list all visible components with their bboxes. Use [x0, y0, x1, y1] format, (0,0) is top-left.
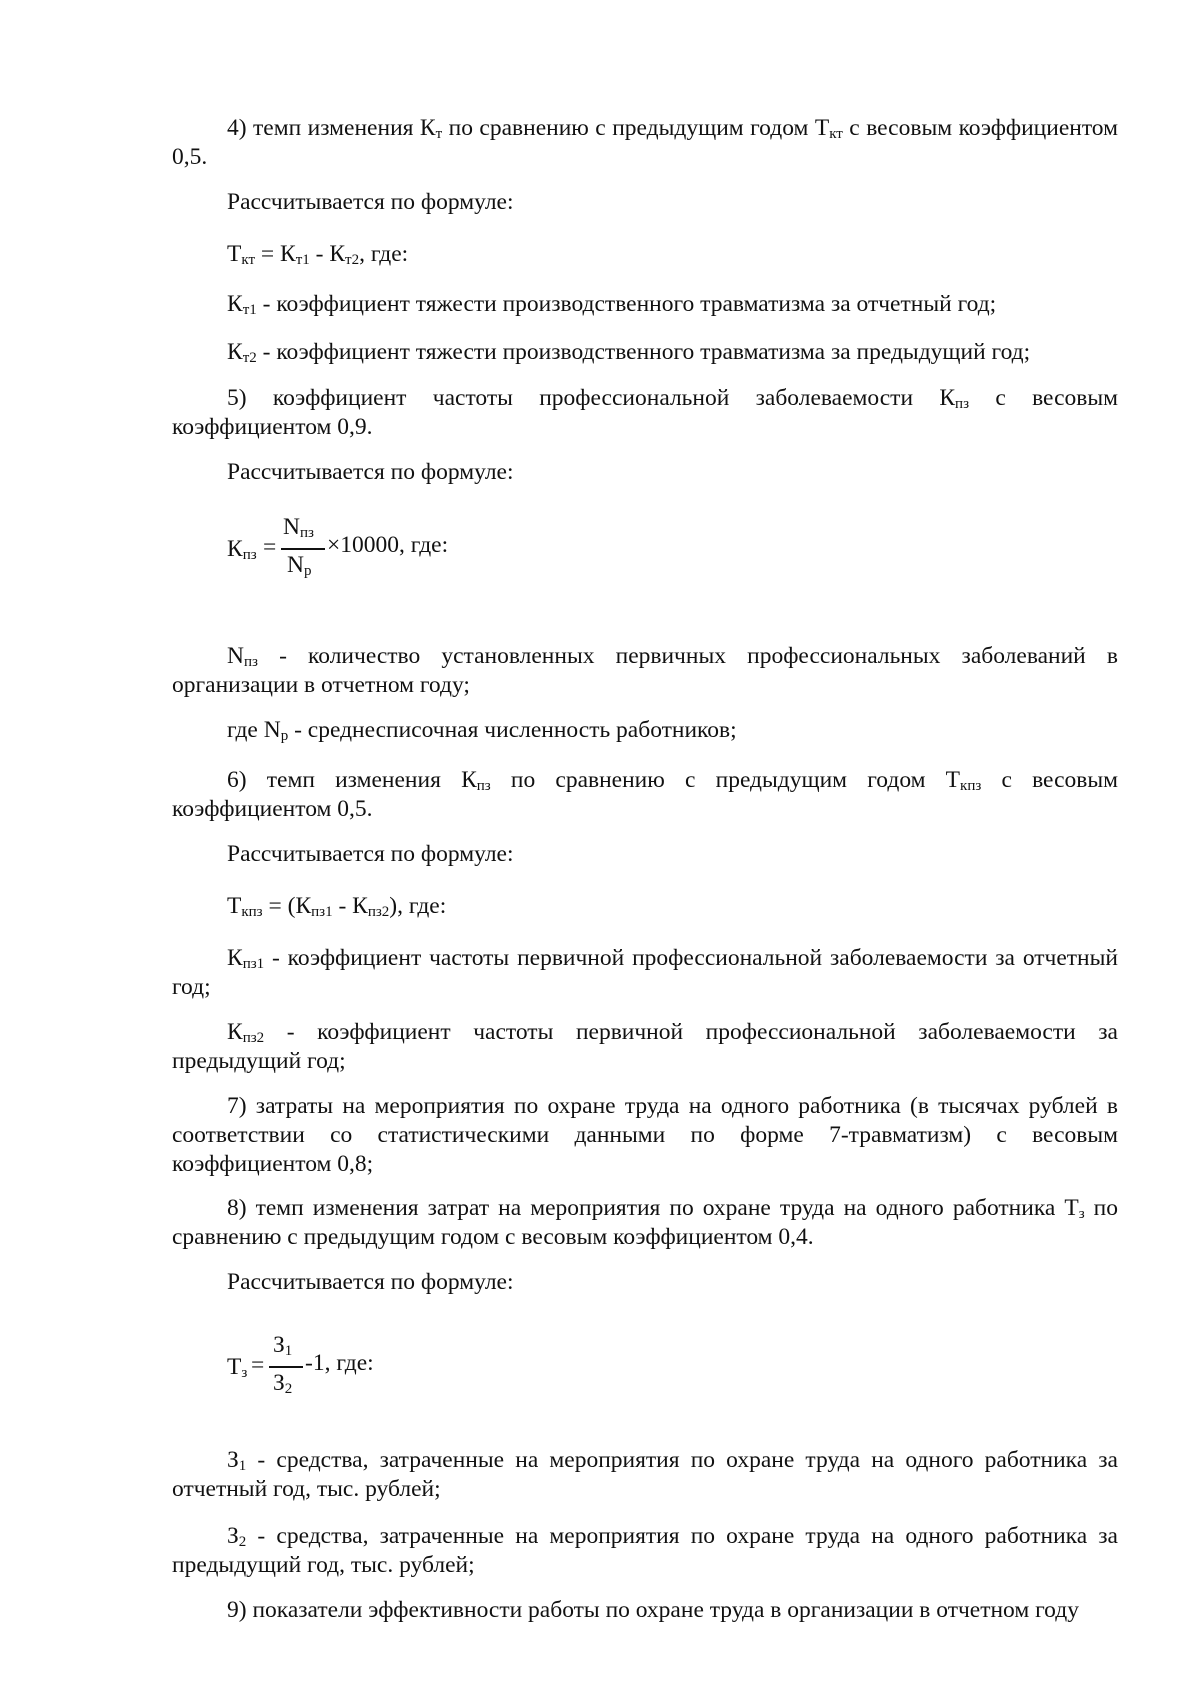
formula-tz: $Т_з$ = $З_1$ $З_2$ -1, где: — [227, 1332, 374, 1397]
item-4-paragraph: 4) темп изменения $К_т$ по сравнению с предыдущим годом $Т_{кт}$ с весовым коэффициентом 0,5. — [172, 115, 1118, 170]
definition-np: где $N_р$ - среднесписочная численность работников; — [227, 717, 737, 744]
formula-tkt: $Т_{кт} = К_{т1} - К_{т2}$, где: — [227, 241, 409, 268]
definition-z2: $З_2$ - средства, затраченные на мероприятия по охране труда на одного работника за предыдущий год, тыс. рублей; — [172, 1523, 1118, 1578]
formula-intro: Рассчитывается по формуле: — [227, 459, 514, 485]
formula-intro: Рассчитывается по формуле: — [227, 189, 514, 215]
formula-kpz: $К_{пз}$ = $N_{пз}$ $N_р$ ×10000, где: — [227, 514, 449, 579]
definition-z1: $З_1$ - средства, затраченные на мероприятия по охране труда на одного работника за отчетный год, тыс. рублей; — [172, 1447, 1118, 1502]
item-8-paragraph: 8) темп изменения затрат на мероприятия по охране труда на одного работника $Т_з$ по сравнению с предыдущим годом с весовым коэффициентом 0,4. — [172, 1195, 1119, 1250]
definition-kt2: $К_{т2}$ - коэффициент тяжести производственного травматизма за предыдущий год; — [227, 339, 1031, 366]
definition-npz: $N_{пз}$ - количество установленных первичных профессиональных заболеваний в организации в отчетном году; — [172, 643, 1118, 698]
formula-tkpz: $Т_{кпз} = (К_{пз1} - К_{пз2})$, где: — [227, 893, 447, 920]
item-6-paragraph: 6) темп изменения $К_{пз}$ по сравнению с предыдущим годом $Т_{кпз}$ с весовым коэффициентом 0,5. — [172, 767, 1119, 822]
formula-intro: Рассчитывается по формуле: — [227, 1269, 514, 1295]
fraction-bar — [281, 548, 325, 550]
definition-kt1: $К_{т1}$ - коэффициент тяжести производственного травматизма за отчетный год; — [227, 291, 997, 318]
formula-intro: Рассчитывается по формуле: — [227, 841, 514, 867]
item-7-paragraph: 7) затраты на мероприятия по охране труда на одного работника (в тысячах рублей в соответствии со статистическими данными по форме 7-травматизм) с весовым коэффициентом 0,8; — [172, 1093, 1118, 1177]
item-5-paragraph: 5) коэффициент частоты профессиональной заболеваемости $К_{пз}$ с весовым коэффициентом 0,9. — [172, 385, 1119, 440]
definition-kpz2: $К_{пз2}$ - коэффициент частоты первичной профессиональной заболеваемости за предыдущий год; — [172, 1019, 1118, 1074]
definition-kpz1: $К_{пз1}$ - коэффициент частоты первичной профессиональной заболеваемости за отчетный год; — [172, 945, 1118, 1000]
item-9-paragraph: 9) показатели эффективности работы по охране труда в организации в отчетном году — [227, 1597, 1079, 1623]
fraction-bar — [269, 1366, 303, 1368]
